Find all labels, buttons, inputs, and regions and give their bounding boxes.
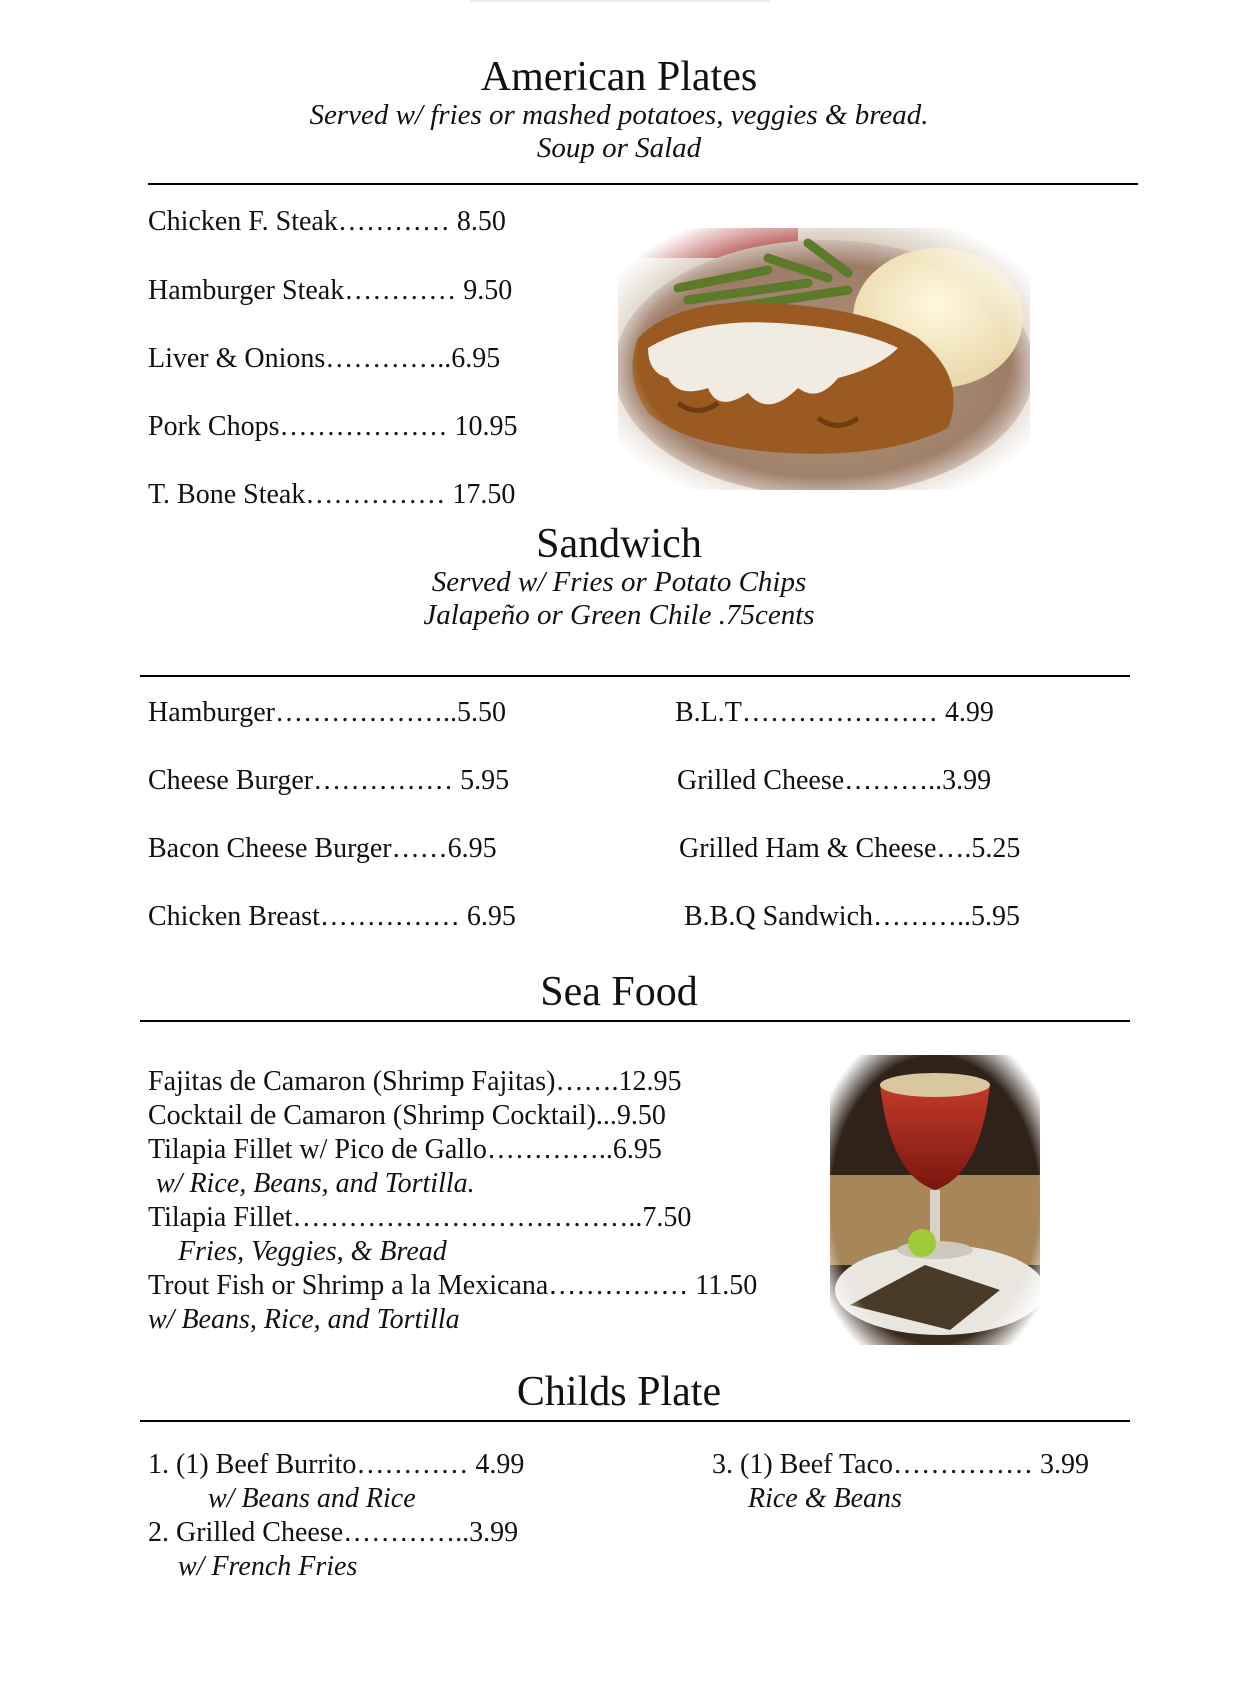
childs-item-grilled-cheese: 2. Grilled Cheese…………..3.99 (148, 1517, 519, 1548)
childs-plate-title: Childs Plate (516, 1369, 722, 1415)
american-item-t-bone-steak: T. Bone Steak…………… 17.50 (148, 479, 516, 510)
chicken-fried-steak-photo (618, 228, 1030, 490)
seafood-item-trout-shrimp-mexicana: Trout Fish or Shrimp a la Mexicana…………… 11.50 (148, 1270, 758, 1301)
seafood-title: Sea Food (540, 969, 698, 1015)
sandwich-subtitle-2: Jalapeño or Green Chile .75cents (423, 599, 815, 631)
sandwich-item-chicken-breast: Chicken Breast…………… 6.95 (148, 901, 516, 932)
sandwich-divider (140, 675, 1130, 677)
sandwich-item-bacon-cheese-burger: Bacon Cheese Burger……6.95 (148, 833, 497, 864)
seafood-item-shrimp-cocktail: Cocktail de Camaron (Shrimp Cocktail)...9.50 (148, 1100, 666, 1131)
seafood-note-trout-shrimp: w/ Beans, Rice, and Tortilla (148, 1304, 460, 1335)
american-item-liver-onions: Liver & Onions…………..6.95 (148, 343, 501, 374)
seafood-note-tilapia-pico: w/ Rice, Beans, and Tortilla. (156, 1168, 475, 1199)
sandwich-item-bbq-sandwich: B.B.Q Sandwich………..5.95 (684, 901, 1020, 932)
childs-note-beef-taco: Rice & Beans (748, 1483, 902, 1514)
american-item-chicken-fried-steak: Chicken F. Steak………… 8.50 (148, 206, 506, 237)
american-plates-subtitle-1: Served w/ fries or mashed potatoes, veggies & bread. (309, 99, 929, 131)
seafood-item-shrimp-fajitas: Fajitas de Camaron (Shrimp Fajitas)…….12.95 (148, 1066, 682, 1097)
childs-item-beef-burrito: 1. (1) Beef Burrito………… 4.99 (148, 1449, 525, 1480)
american-item-hamburger-steak: Hamburger Steak………… 9.50 (148, 275, 513, 306)
childs-note-grilled-cheese: w/ French Fries (178, 1551, 358, 1582)
sandwich-item-blt: B.L.T………………… 4.99 (675, 697, 994, 728)
seafood-item-tilapia-pico: Tilapia Fillet w/ Pico de Gallo…………..6.95 (148, 1134, 662, 1165)
sandwich-item-grilled-ham-cheese: Grilled Ham & Cheese….5.25 (679, 833, 1021, 864)
sandwich-subtitle-1: Served w/ Fries or Potato Chips (431, 566, 807, 598)
american-item-pork-chops: Pork Chops……………… 10.95 (148, 411, 518, 442)
childs-item-beef-taco: 3. (1) Beef Taco…………… 3.99 (712, 1449, 1090, 1480)
american-plates-title: American Plates (480, 54, 758, 100)
sandwich-item-cheese-burger: Cheese Burger…………… 5.95 (148, 765, 510, 796)
seafood-note-tilapia-fillet: Fries, Veggies, & Bread (178, 1236, 447, 1267)
sandwich-item-grilled-cheese: Grilled Cheese………..3.99 (677, 765, 992, 796)
american-plates-divider (148, 183, 1138, 185)
childs-note-beef-burrito: w/ Beans and Rice (208, 1483, 416, 1514)
childs-plate-divider (140, 1420, 1130, 1422)
sandwich-item-hamburger: Hamburger………………..5.50 (148, 697, 506, 728)
shrimp-cocktail-photo (830, 1055, 1040, 1345)
american-plates-subtitle-2: Soup or Salad (536, 132, 702, 164)
seafood-divider (140, 1020, 1130, 1022)
seafood-item-tilapia-fillet: Tilapia Fillet………………………………..7.50 (148, 1202, 692, 1233)
top-edge-mark (470, 0, 770, 2)
sandwich-title: Sandwich (536, 521, 702, 567)
